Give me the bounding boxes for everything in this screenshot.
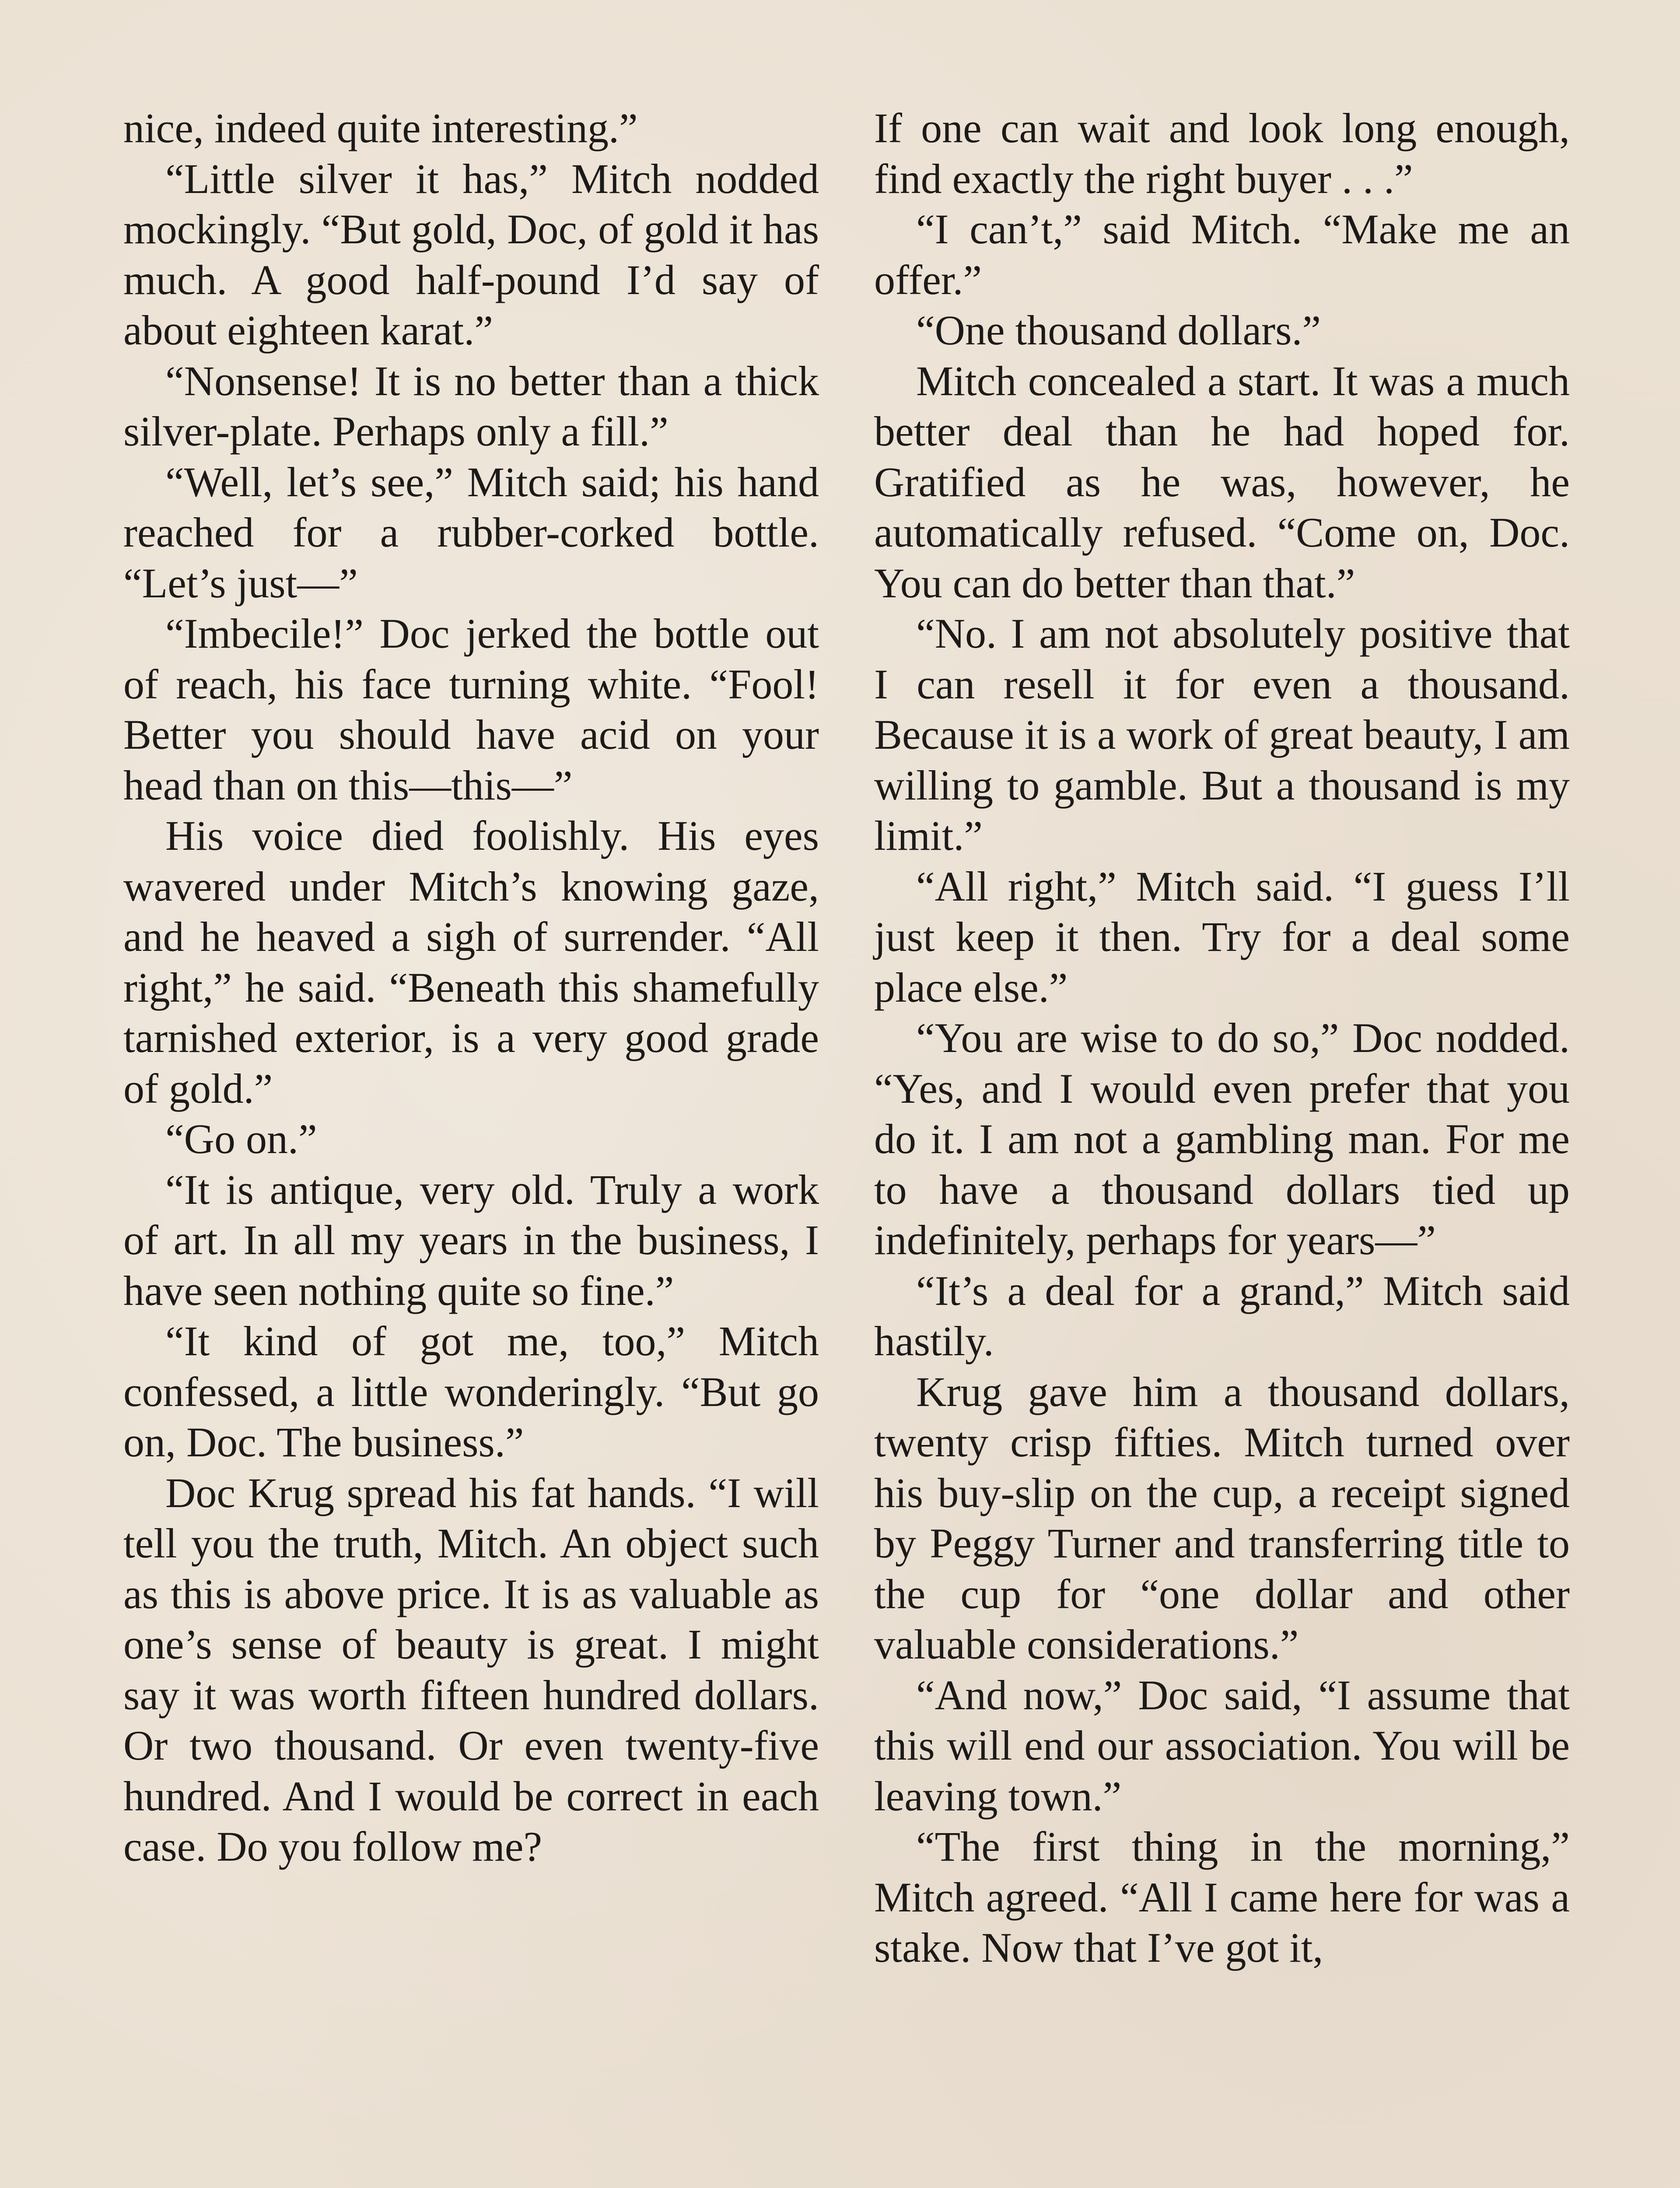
right-paragraph-11: “The first thing in the morning,” Mitch agreed. “All I came here for was a stake. Now that I’ve got it,: [874, 1823, 1570, 1971]
left-paragraph-4: “Well, let’s see,” Mitch said; his hand reached for a rubber-corked bottle. “Let’s just—”: [123, 458, 819, 607]
left-paragraph-10: Doc Krug spread his fat hands. “I will tell you the truth, Mitch. An object such as this is above price. It is as valuable as one’s sense of beauty is great. I might say it was worth fifteen hundred dollars. Or two thousand. Or even twenty-five hundred. And I would be correct in each case. Do you follow me?: [123, 1469, 819, 1870]
right-paragraph-5: “No. I am not absolutely positive that I can resell it for even a thousand. Because it is a work of great beauty, I am willing to gamble. But a thousand is my limit.”: [874, 610, 1570, 859]
right-paragraph-9: Krug gave him a thousand dollars, twenty crisp fifties. Mitch turned over his buy-slip on the cup, a receipt signed by Peggy Turner and transferring title to the cup for “one dollar and other valuable considerations.”: [874, 1368, 1570, 1668]
right-paragraph-3: “One thousand dollars.”: [916, 307, 1321, 354]
left-paragraph-8: “It is antique, very old. Truly a work of art. In all my years in the business, I have seen nothing quite so fine.”: [123, 1166, 819, 1314]
left-paragraph-2: “Little silver it has,” Mitch nodded mockingly. “But gold, Doc, of gold it has much. A good half-pound I’d say of about eighteen karat.”: [123, 155, 819, 354]
left-paragraph-7: “Go on.”: [165, 1115, 317, 1162]
right-paragraph-8: “It’s a deal for a grand,” Mitch said hastily.: [874, 1267, 1570, 1364]
left-paragraph-9: “It kind of got me, too,” Mitch confessed, a little wonderingly. “But go on, Doc. The business.”: [123, 1318, 819, 1466]
right-paragraph-1: If one can wait and look long enough, find exactly the right buyer . . .”: [874, 105, 1570, 202]
left-paragraph-6: His voice died foolishly. His eyes wavered under Mitch’s knowing gaze, and he heaved a sigh of surrender. “All right,” he said. “Beneath this shamefully tarnished exterior, is a very good grade of gold.”: [123, 812, 819, 1112]
left-paragraph-1: nice, indeed quite interesting.”: [123, 105, 638, 151]
left-paragraph-3: “Nonsense! It is no better than a thick silver-plate. Perhaps only a fill.”: [123, 357, 819, 455]
right-paragraph-6: “All right,” Mitch said. “I guess I’ll just keep it then. Try for a deal some place else.”: [874, 863, 1570, 1011]
left-text-column: [123, 103, 819, 1872]
right-paragraph-2: “I can’t,” said Mitch. “Make me an offer.”: [874, 206, 1570, 303]
right-text-column: [874, 103, 1570, 1973]
right-paragraph-4: Mitch concealed a start. It was a much better deal than he had hoped for. Gratified as he was, however, he automatically refused. “Come on, Doc. You can do better than that.”: [874, 357, 1570, 607]
right-paragraph-10: “And now,” Doc said, “I assume that this will end our association. You will be leaving town.”: [874, 1671, 1570, 1820]
right-paragraph-7: “You are wise to do so,” Doc nodded. “Yes, and I would even prefer that you do it. I am not a gambling man. For me to have a thousand dollars tied up indefinitely, perhaps for years—”: [874, 1014, 1570, 1263]
left-paragraph-5: “Imbecile!” Doc jerked the bottle out of reach, his face turning white. “Fool! Better you should have acid on your head than on this—this—”: [123, 610, 819, 809]
